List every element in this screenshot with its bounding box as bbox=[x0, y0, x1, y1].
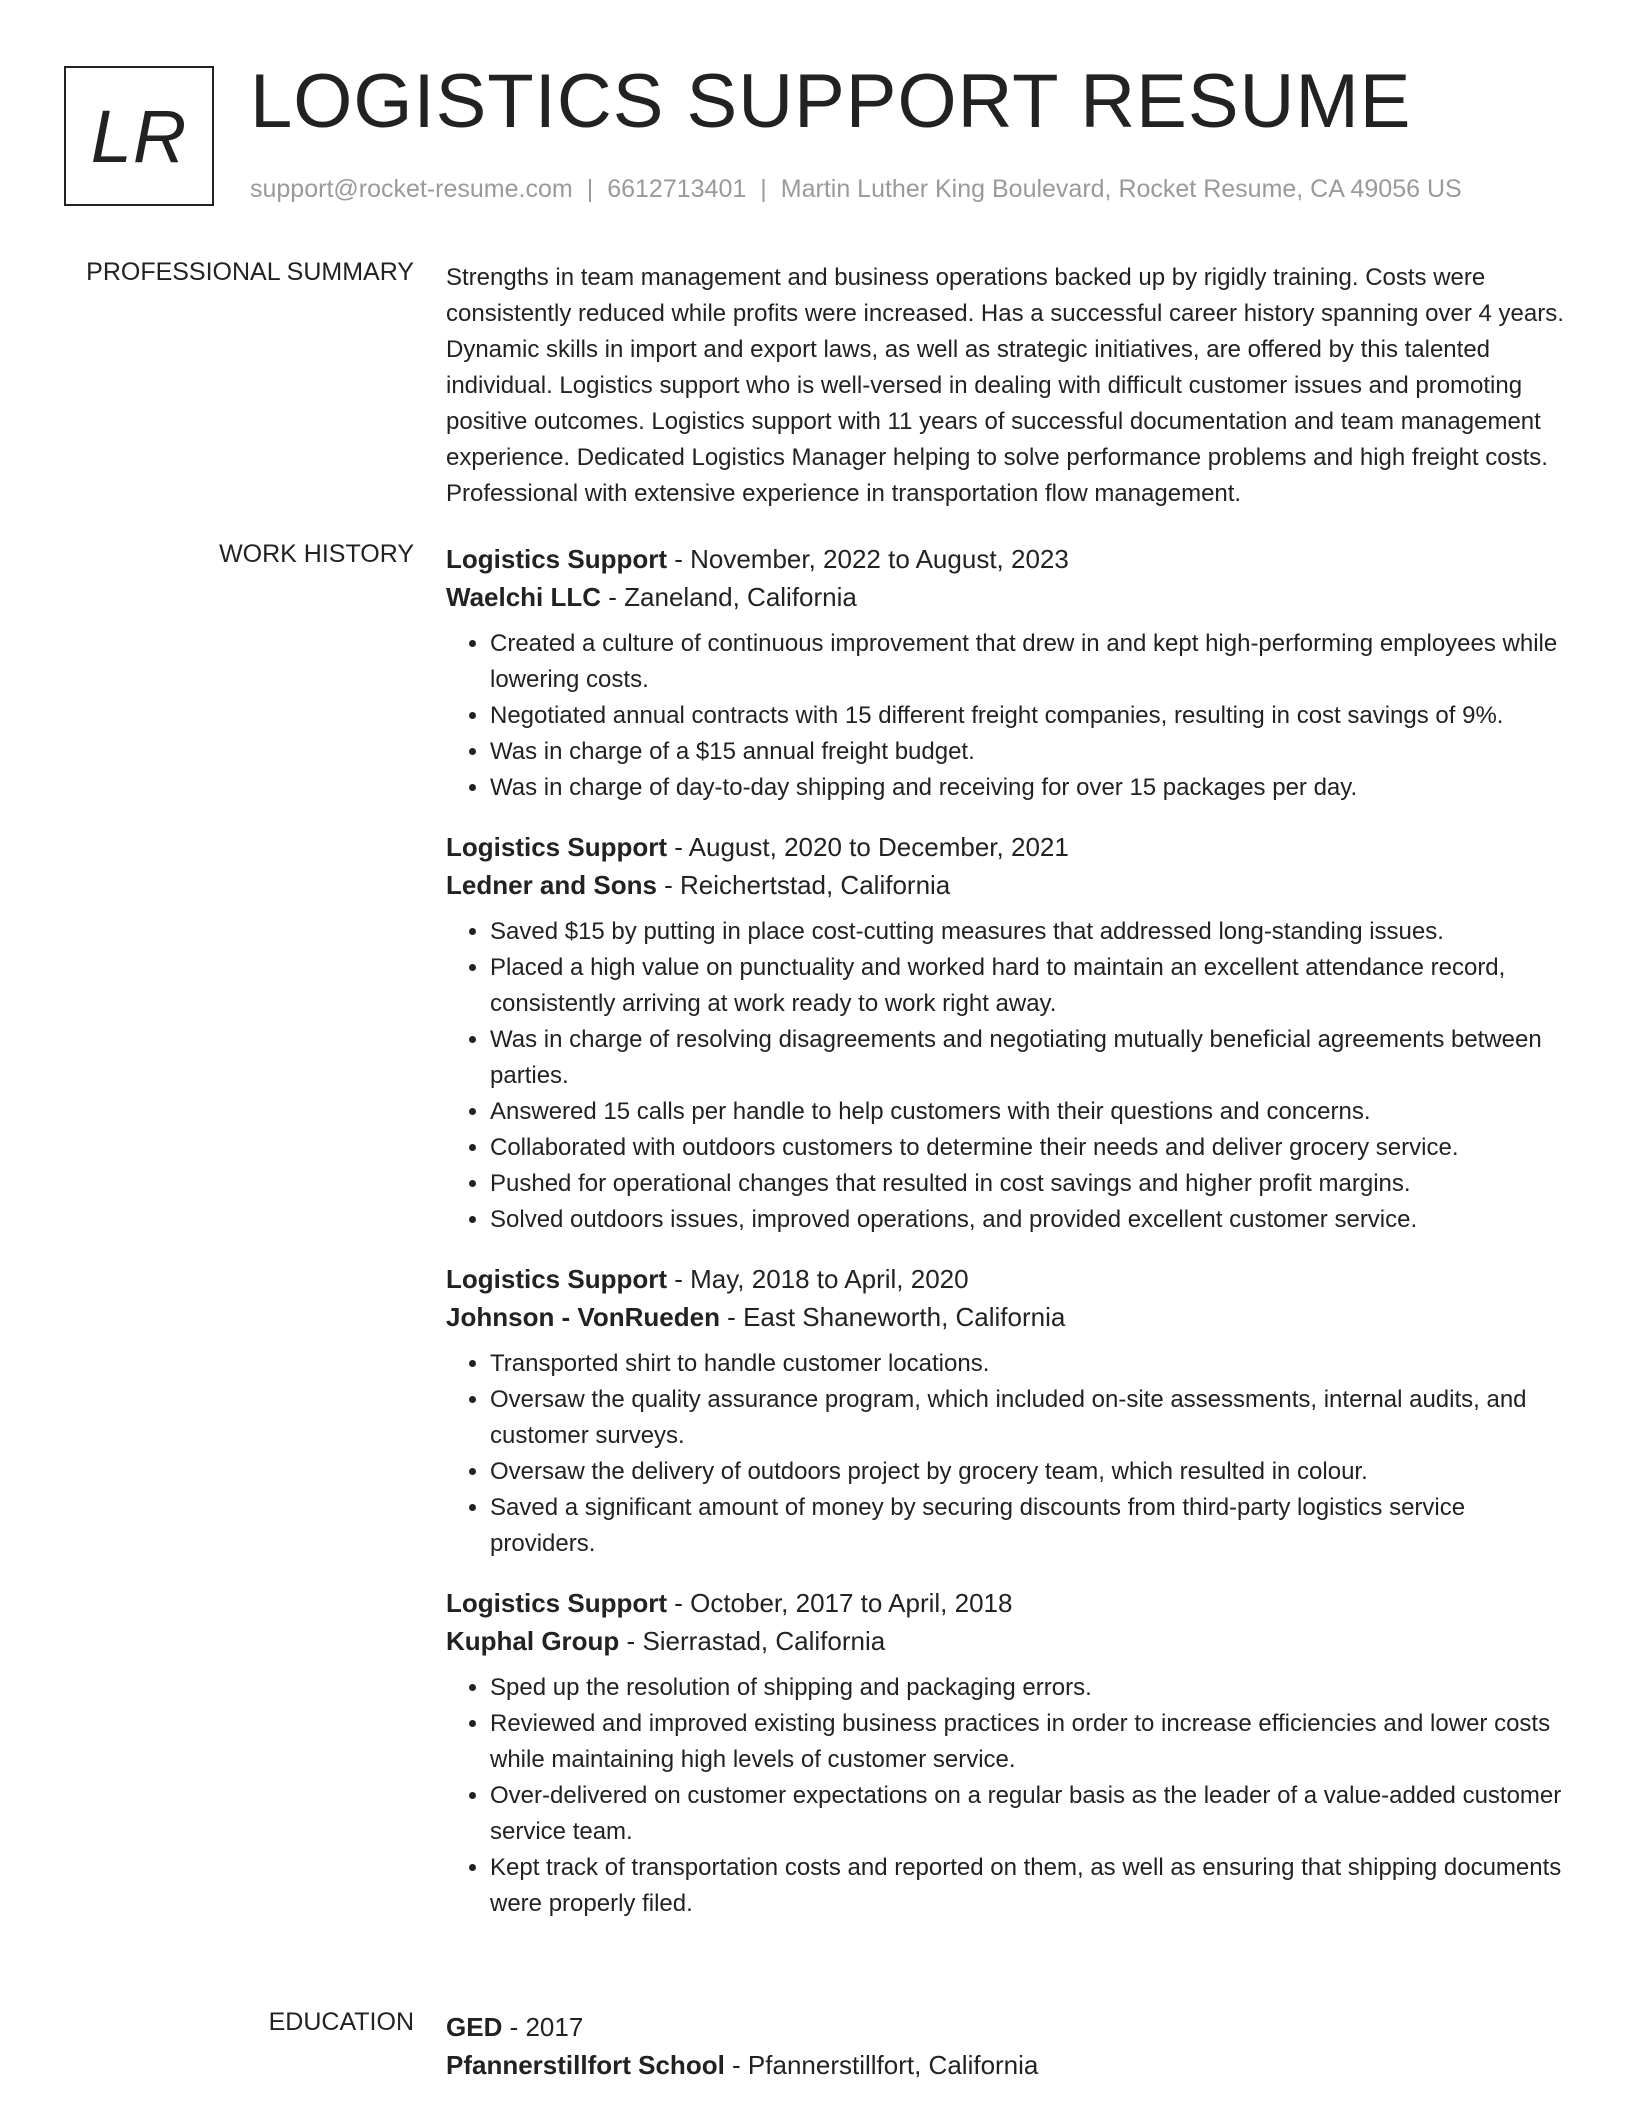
summary-text: Strengths in team management and business operations backed up by rigidly training. Costs were consistently reduced while profits were increased. Has a successful career history spanning over 4 years. Dynamic skills in import and export laws, as well as strategic initiatives, are offered by this talented individual. Logistics support who is well-versed in dealing with difficult customer issues and promoting positive outcomes. Logistics support with 11 years of successful documentation and team management experience. Dedicated Logistics Manager helping to solve performance problems and high freight costs. Professional with extensive experience in transportation flow management. bbox=[446, 264, 1564, 507]
job-dates: November, 2022 to August, 2023 bbox=[690, 544, 1069, 574]
job-title: Logistics Support bbox=[446, 832, 667, 862]
dash: - bbox=[719, 1302, 744, 1332]
job-bullet: • Over-delivered on customer expectations on a regular basis as the leader of a value-added customer service team. bbox=[490, 1778, 1566, 1850]
dash: - bbox=[502, 2012, 526, 2042]
dash: - bbox=[724, 2050, 748, 2080]
dash: - bbox=[667, 544, 691, 574]
job-location: Zaneland, California bbox=[624, 582, 857, 612]
contact-separator: | bbox=[586, 175, 594, 203]
job-company: Johnson - VonRueden bbox=[446, 1302, 720, 1332]
job-bullet: • Negotiated annual contracts with 15 different freight companies, resulting in cost savings of 9%. bbox=[490, 698, 1566, 734]
job-bullet: • Answered 15 calls per handle to help customers with their questions and concerns. bbox=[490, 1094, 1566, 1130]
dash: - bbox=[667, 832, 689, 862]
job-company-line bbox=[446, 1298, 1566, 1336]
job-location: Reichertstad, California bbox=[680, 870, 951, 900]
education-degree: GED bbox=[446, 2012, 503, 2042]
contact-phone: 6612713401 bbox=[607, 175, 747, 203]
job-company: Waelchi LLC bbox=[446, 582, 602, 612]
contact-email: support@rocket-resume.com bbox=[250, 175, 573, 203]
job-title: Logistics Support bbox=[446, 1264, 667, 1294]
job-dates: October, 2017 to April, 2018 bbox=[690, 1588, 1013, 1618]
education-label: EDUCATION bbox=[268, 2008, 414, 2036]
job-bullet: • Oversaw the quality assurance program, which included on-site assessments, internal audits, and customer surveys. bbox=[490, 1382, 1566, 1454]
job-bullet-list bbox=[446, 626, 1566, 806]
job-entry bbox=[446, 828, 1566, 1238]
job-bullet: • Collaborated with outdoors customers to determine their needs and deliver grocery service. bbox=[490, 1130, 1566, 1166]
dash: - bbox=[667, 1264, 691, 1294]
job-location: Sierrastad, California bbox=[642, 1626, 886, 1656]
education-year: 2017 bbox=[525, 2012, 584, 2042]
work-history-label: WORK HISTORY bbox=[219, 540, 414, 568]
job-bullet: • Transported shirt to handle customer locations. bbox=[490, 1346, 1566, 1382]
job-bullet: • Was in charge of resolving disagreements and negotiating mutually beneficial agreements between parties. bbox=[490, 1022, 1566, 1094]
job-company: Kuphal Group bbox=[446, 1626, 620, 1656]
job-bullet: • Sped up the resolution of shipping and packaging errors. bbox=[490, 1670, 1566, 1706]
job-bullet: • Saved $15 by putting in place cost-cutting measures that addressed long-standing issues. bbox=[490, 914, 1566, 950]
education-location: Pfannerstillfort, California bbox=[747, 2050, 1039, 2080]
job-bullet: • Placed a high value on punctuality and worked hard to maintain an excellent attendance record, consistently arriving at work ready to work right away. bbox=[490, 950, 1566, 1022]
job-bullet: • Solved outdoors issues, improved operations, and provided excellent customer service. bbox=[490, 1202, 1566, 1238]
job-title-line bbox=[446, 1260, 1566, 1298]
monogram-logo: LR bbox=[64, 66, 214, 206]
job-dates: August, 2020 to December, 2021 bbox=[688, 832, 1069, 862]
job-title-line bbox=[446, 540, 1566, 578]
job-bullet: • Reviewed and improved existing business practices in order to increase efficiencies and lower costs while maintaining high levels of customer service. bbox=[490, 1706, 1566, 1778]
education-school: Pfannerstillfort School bbox=[446, 2050, 725, 2080]
dash: - bbox=[667, 1588, 691, 1618]
job-company-line bbox=[446, 866, 1566, 904]
job-entry bbox=[446, 540, 1566, 806]
contact-separator: | bbox=[760, 175, 767, 203]
summary-label: PROFESSIONAL SUMMARY bbox=[86, 258, 414, 286]
job-bullet-list bbox=[446, 1670, 1566, 1922]
job-bullet: • Was in charge of a $15 annual freight budget. bbox=[490, 734, 1566, 770]
job-entry bbox=[446, 1260, 1566, 1562]
job-title: Logistics Support bbox=[446, 1588, 667, 1618]
page-title: LOGISTICS SUPPORT RESUME bbox=[250, 59, 1412, 144]
job-title-line bbox=[446, 828, 1566, 866]
contact-line bbox=[250, 175, 1462, 204]
job-title-line bbox=[446, 1584, 1566, 1622]
job-bullet: • Was in charge of day-to-day shipping and receiving for over 15 packages per day. bbox=[490, 770, 1566, 806]
job-title: Logistics Support bbox=[446, 544, 667, 574]
job-bullet: • Oversaw the delivery of outdoors project by grocery team, which resulted in colour. bbox=[490, 1454, 1566, 1490]
job-bullet: • Kept track of transportation costs and reported on them, as well as ensuring that shipping documents were properly filed. bbox=[490, 1850, 1566, 1922]
job-entry bbox=[446, 1584, 1566, 1922]
education-degree-line bbox=[446, 2008, 1566, 2046]
work-history-list bbox=[446, 540, 1566, 1944]
job-bullet: • Created a culture of continuous improvement that drew in and kept high-performing employees while lowering costs. bbox=[490, 626, 1566, 698]
job-bullet-list bbox=[446, 914, 1566, 1238]
job-company-line bbox=[446, 578, 1566, 616]
job-bullet: • Saved a significant amount of money by securing discounts from third-party logistics service providers. bbox=[490, 1490, 1566, 1562]
job-bullet-list bbox=[446, 1346, 1566, 1562]
dash: - bbox=[601, 582, 625, 612]
education-school-line bbox=[446, 2046, 1566, 2084]
job-company: Ledner and Sons bbox=[446, 870, 657, 900]
education-entry bbox=[446, 2008, 1566, 2084]
dash: - bbox=[656, 870, 681, 900]
job-company-line bbox=[446, 1622, 1566, 1660]
job-location: East Shaneworth, California bbox=[743, 1302, 1066, 1332]
job-dates: May, 2018 to April, 2020 bbox=[690, 1264, 969, 1294]
contact-address: Martin Luther King Boulevard, Rocket Resume, CA 49056 US bbox=[780, 175, 1462, 203]
dash: - bbox=[619, 1626, 643, 1656]
job-bullet: • Pushed for operational changes that resulted in cost savings and higher profit margins. bbox=[490, 1166, 1566, 1202]
